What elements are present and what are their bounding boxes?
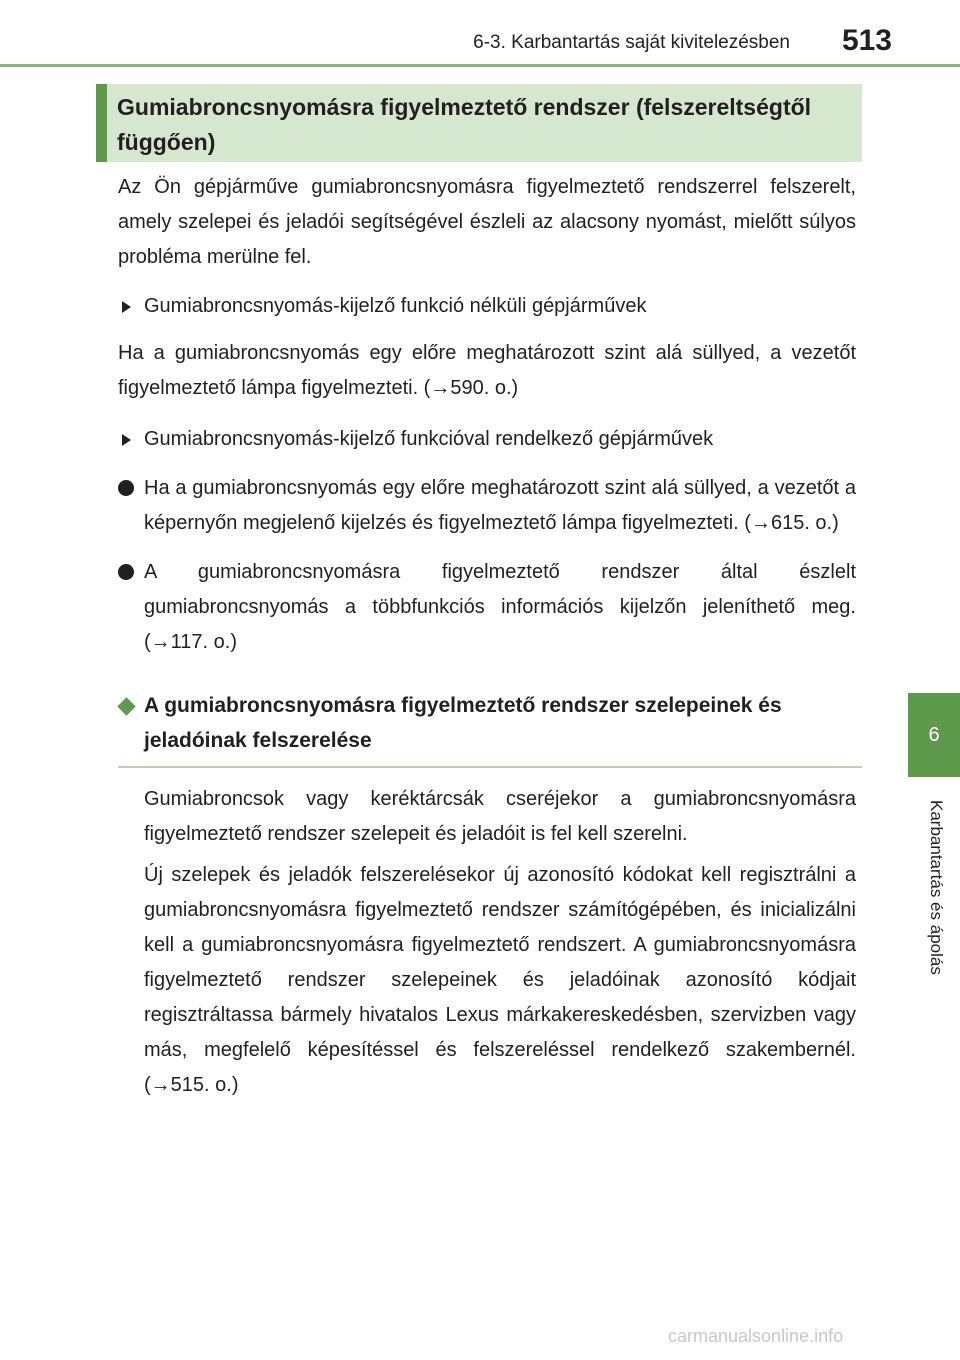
- variant1-heading-text: Gumiabroncsnyomás-kijelző funkció nélküli gépjárművek: [144, 295, 647, 317]
- subsection-paragraph: Új szelepek és jeladók felszerelésekor új azonosító kódokat kell regisztrálni a gumiabroncsnyomásra figyelmeztető rendszer számítógépében, és inicializálni kell a gumiabroncsnyomásra figyelmeztető rendszert. A gumiabroncsnyomásra figyelmeztető rendszer szelepeinek és jeladóinak azonosító kódjait regisztráltassa bármely hivatalos Lexus márkakereskedésben, szervizben vagy más, megfelelő képesítéssel és felszereléssel rendelkező szakembernél. (→515. o.): [144, 864, 856, 1096]
- subsection-heading: [118, 688, 862, 768]
- bullet-item: [118, 555, 856, 660]
- watermark: carmanualsonline.info: [668, 1326, 844, 1346]
- bullet-item: [118, 471, 856, 541]
- header-divider: [0, 64, 960, 67]
- page-content: [118, 170, 856, 1103]
- chapter-tab[interactable]: [908, 693, 960, 777]
- variant2-heading-text: Gumiabroncsnyomás-kijelző funkcióval rendelkező gépjárművek: [144, 428, 714, 450]
- intro-paragraph: Az Ön gépjárműve gumiabroncsnyomásra figyelmeztető rendszerrel felszerelt, amely szelepei és jeladói segítségével észleli az alacsony nyomást, mielőtt súlyos probléma merülne fel.: [118, 176, 856, 268]
- bullet-text: Ha a gumiabroncsnyomás egy előre meghatározott szint alá süllyed, a vezetőt a képernyőn megjelenő kijelzés és figyelmeztető lámpa figyelmezteti. (→615. o.): [144, 477, 856, 534]
- section-title: Gumiabroncsnyomásra figyelmeztető rendszer (felszereltségtől függően): [96, 84, 862, 162]
- chapter-label: Karbantartás és ápolás: [927, 800, 946, 975]
- triangle-bullet-icon: [122, 301, 131, 313]
- page-header: [0, 0, 960, 70]
- subsection-body: [118, 782, 856, 1103]
- page-number: 513: [841, 24, 892, 57]
- round-bullet-icon: [118, 564, 134, 580]
- round-bullet-icon: [118, 480, 134, 496]
- diamond-bullet-icon: [117, 697, 135, 715]
- subsection-title: A gumiabroncsnyomásra figyelmeztető rendszer szelepeinek és jeladóinak felszerelése: [144, 694, 782, 752]
- chapter-number: 6: [928, 723, 940, 746]
- bullet-text: A gumiabroncsnyomásra figyelmeztető rendszer által észlelt gumiabroncsnyomás a többfunkciós információs kijelzőn jeleníthető meg. (→117. o.): [144, 561, 856, 653]
- variant1-heading: [118, 289, 856, 324]
- triangle-bullet-icon: [122, 434, 131, 446]
- variant2-heading: [118, 422, 856, 457]
- subsection-paragraph: Gumiabroncsok vagy keréktárcsák cseréjekor a gumiabroncsnyomásra figyelmeztető rendszer szelepeit és jeladóit is fel kell szerelni.: [144, 788, 856, 845]
- header-section-title: 6-3. Karbantartás saját kivitelezésben: [473, 32, 790, 53]
- variant1-paragraph: Ha a gumiabroncsnyomás egy előre meghatározott szint alá süllyed, a vezetőt figyelmeztető lámpa figyelmezteti. (→590. o.): [118, 342, 856, 399]
